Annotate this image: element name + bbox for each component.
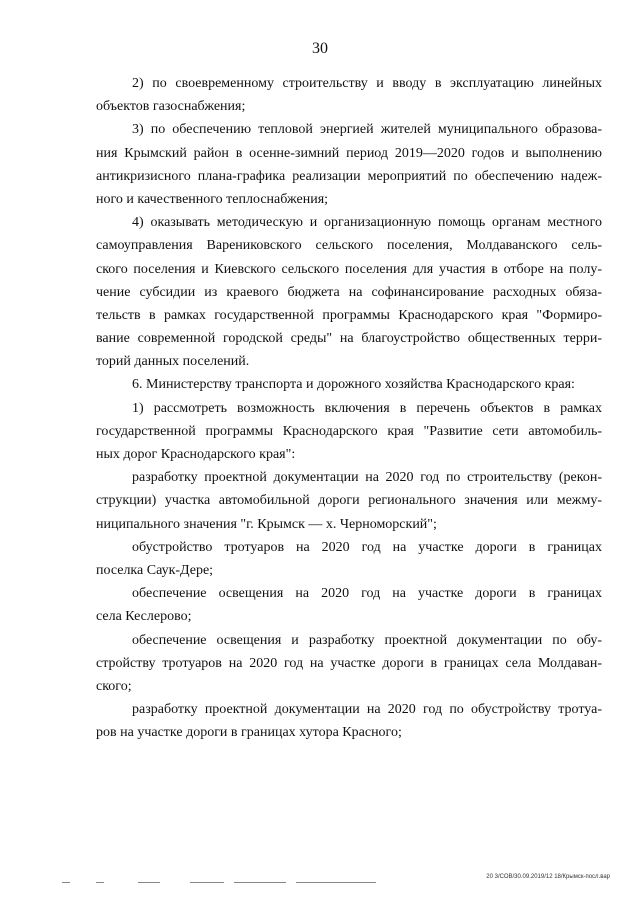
page-number: 30	[312, 40, 328, 57]
text-line: чение субсидии из краевого бюджета на софинансирование расходных обяза-	[96, 284, 602, 300]
text-line: поселка Саук-Дере;	[96, 562, 214, 578]
footer-divider	[62, 882, 70, 883]
text-line: 4) оказывать методическую и организационную помощь органам местного	[132, 215, 602, 231]
text-line: объектов газоснабжения;	[96, 99, 246, 115]
text-line: самоуправления Варениковского сельского поселения, Молдаванского сель-	[96, 238, 602, 254]
text-line: разработку проектной документации на 2020 год по обустройству тротуа-	[132, 702, 602, 718]
text-line: 3) по обеспечению тепловой энергией жителей муниципального образова-	[132, 122, 602, 138]
document-footer: 20 3/СОВ/30.09.2019/12 18/Крымск-посл.вар	[486, 874, 610, 880]
text-line: антикризисного плана-графика реализации мероприятий по обеспечению надеж-	[96, 168, 602, 184]
footer-divider	[296, 882, 376, 883]
text-line: 6. Министерству транспорта и дорожного хозяйства Краснодарского края:	[132, 377, 575, 393]
text-line: струкции) участка автомобильной дороги регионального значения или межму-	[96, 493, 602, 509]
text-line: ского поселения и Киевского сельского поселения для участия в отборе на полу-	[96, 261, 602, 277]
text-line: 2) по своевременному строительству и вводу в эксплуатацию линейных	[132, 76, 602, 91]
text-line: разработку проектной документации на 2020 год по строительству (рекон-	[132, 470, 602, 486]
footer-divider	[234, 882, 286, 883]
text-line: 1) рассмотреть возможность включения в перечень объектов в рамках	[132, 400, 602, 416]
text-line: тельств в рамках государственной программы Краснодарского края "Формиро-	[96, 307, 602, 323]
text-line: обеспечение освещения на 2020 год на участке дороги в границах	[132, 586, 602, 602]
text-line: села Кеслерово;	[96, 609, 192, 625]
text-line: ского;	[96, 678, 132, 694]
text-line: ных дорог Краснодарского края":	[96, 447, 296, 462]
text-line: ния Крымский район в осенне-зимний период 2019—2020 годов и выполнению	[96, 145, 602, 161]
text-line: торий данных поселений.	[96, 354, 250, 370]
text-line: обустройство тротуаров на 2020 год на участке дороги в границах	[132, 539, 602, 555]
footer-divider	[190, 882, 224, 883]
footer-divider	[138, 882, 160, 883]
text-line: стройству тротуаров на 2020 год на участке дороги в границах села Молдаван-	[96, 655, 602, 671]
footer-divider	[96, 882, 104, 883]
body-text	[96, 72, 602, 744]
text-line: государственной программы Краснодарского края "Развитие сети автомобиль-	[96, 423, 602, 439]
text-line: обеспечение освещения и разработку проектной документации по обу-	[132, 632, 602, 648]
text-line: ниципального значения "г. Крымск — х. Черноморский";	[96, 516, 437, 532]
text-line: ного и качественного теплоснабжения;	[96, 191, 329, 207]
text-line: вание современной городской среды" на благоустройство общественных терри-	[96, 331, 602, 347]
text-line: ров на участке дороги в границах хутора Красного;	[96, 725, 402, 741]
